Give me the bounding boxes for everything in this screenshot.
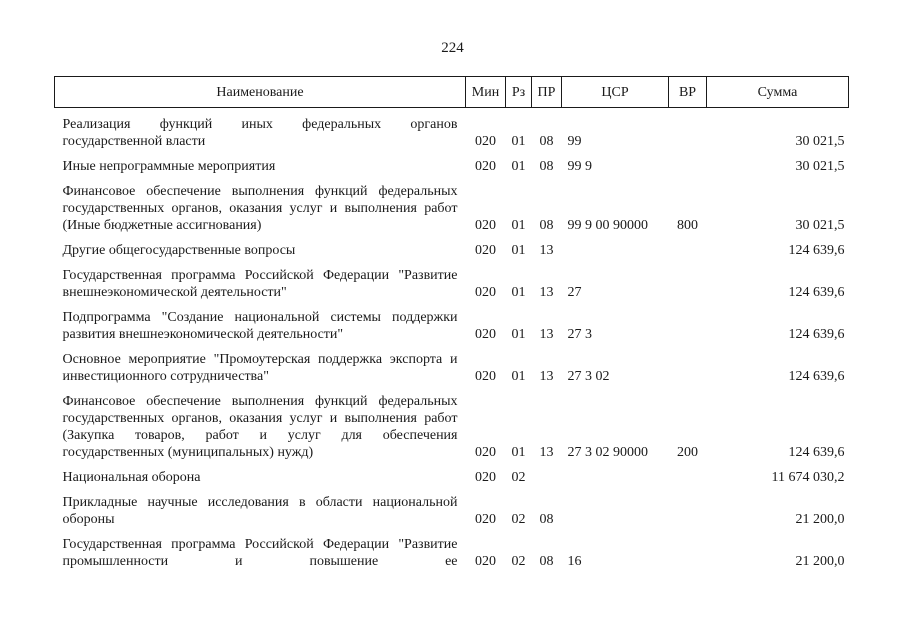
row-name: Иные непрограммные мероприятия	[62, 159, 276, 174]
row-name: Национальная оборона	[62, 470, 201, 485]
row-min: 020	[475, 470, 496, 485]
table-row	[55, 351, 849, 385]
table-row	[55, 393, 849, 461]
header-rz: Рз	[506, 77, 532, 108]
table-row	[55, 309, 849, 343]
row-pr: 08	[539, 159, 554, 174]
row-vr	[669, 536, 707, 570]
row-sum: 124 639,6	[788, 285, 845, 300]
row-sum: 11 674 030,2	[771, 470, 845, 485]
row-csr	[562, 242, 669, 259]
row-rz: 02	[511, 512, 526, 527]
row-csr: 27 3 02 90000	[567, 445, 648, 460]
row-sum: 21 200,0	[795, 554, 845, 569]
row-vr	[669, 158, 707, 175]
table-row	[55, 158, 849, 175]
row-pr: 13	[539, 327, 554, 342]
row-vr: 800	[677, 218, 698, 233]
table-row	[55, 469, 849, 486]
row-name: Основное мероприятие "Промоутерская поддержка экспорта и инвестиционного сотрудничества"	[62, 352, 458, 384]
row-min: 020	[475, 554, 496, 569]
row-csr: 99	[567, 134, 582, 149]
row-min: 020	[475, 445, 496, 460]
row-pr: 13	[539, 369, 554, 384]
row-csr: 27 3 02	[567, 369, 610, 384]
header-min: Мин	[466, 77, 506, 108]
row-sum: 30 021,5	[795, 218, 845, 233]
row-rz: 02	[511, 470, 526, 485]
row-vr	[669, 267, 707, 301]
table-row	[55, 494, 849, 528]
row-min: 020	[475, 327, 496, 342]
row-vr	[669, 469, 707, 486]
row-csr: 27	[567, 285, 582, 300]
table-header-row	[55, 77, 849, 108]
row-name: Государственная программа Российской Федерации "Развитие промышленности и повышение ее	[62, 537, 458, 569]
row-min: 020	[475, 159, 496, 174]
row-csr: 99 9 00 90000	[567, 218, 648, 233]
row-rz: 01	[511, 159, 526, 174]
table-row	[55, 536, 849, 570]
row-csr: 27 3	[567, 327, 592, 342]
row-vr: 200	[677, 445, 698, 460]
header-name: Наименование	[55, 77, 466, 108]
row-rz: 01	[511, 369, 526, 384]
row-name: Реализация функций иных федеральных органов государственной власти	[62, 117, 458, 149]
row-pr: 08	[539, 218, 554, 233]
table-row	[55, 267, 849, 301]
row-name: Финансовое обеспечение выполнения функций федеральных государственных органов, оказания услуг и выполнения работ (Закупка товаров, работ и услуг для обеспечения государственных (муниципальных) нужд)	[62, 394, 458, 460]
row-rz: 01	[511, 445, 526, 460]
row-csr: 99 9	[567, 159, 592, 174]
row-pr	[532, 469, 562, 486]
row-rz: 01	[511, 285, 526, 300]
row-rz: 01	[511, 218, 526, 233]
row-pr: 08	[539, 554, 554, 569]
row-vr	[669, 494, 707, 528]
row-name: Другие общегосударственные вопросы	[62, 243, 296, 258]
row-rz: 01	[511, 327, 526, 342]
header-vr: ВР	[669, 77, 707, 108]
row-min: 020	[475, 134, 496, 149]
table-row	[55, 183, 849, 234]
table-row	[55, 116, 849, 150]
row-vr	[669, 242, 707, 259]
row-rz: 02	[511, 554, 526, 569]
row-vr	[669, 309, 707, 343]
row-min: 020	[475, 512, 496, 527]
row-pr: 08	[539, 512, 554, 527]
row-vr	[669, 351, 707, 385]
row-sum: 30 021,5	[795, 134, 845, 149]
row-rz: 01	[511, 134, 526, 149]
row-pr: 08	[539, 134, 554, 149]
page-number: 224	[441, 40, 464, 56]
table-row	[55, 242, 849, 259]
row-min: 020	[475, 369, 496, 384]
row-csr	[562, 494, 669, 528]
row-sum: 124 639,6	[788, 327, 845, 342]
row-sum: 30 021,5	[795, 159, 845, 174]
row-sum: 124 639,6	[788, 445, 845, 460]
row-min: 020	[475, 218, 496, 233]
header-pr: ПР	[532, 77, 562, 108]
row-sum: 124 639,6	[788, 369, 845, 384]
row-rz: 01	[511, 243, 526, 258]
row-pr: 13	[539, 445, 554, 460]
row-name: Подпрограмма "Создание национальной системы поддержки развития внешнеэкономической деятельности"	[62, 310, 458, 342]
row-vr	[669, 116, 707, 150]
header-sum: Сумма	[707, 77, 849, 108]
row-pr: 13	[539, 243, 554, 258]
row-pr: 13	[539, 285, 554, 300]
row-csr	[562, 469, 669, 486]
budget-table	[54, 76, 849, 570]
row-name: Финансовое обеспечение выполнения функций федеральных государственных органов, оказания услуг и выполнения работ (Иные бюджетные ассигнования)	[62, 184, 458, 233]
row-min: 020	[475, 285, 496, 300]
row-name: Прикладные научные исследования в области национальной обороны	[62, 495, 458, 527]
row-csr: 16	[567, 554, 582, 569]
row-name: Государственная программа Российской Федерации "Развитие внешнеэкономической деятельности"	[62, 268, 458, 300]
row-sum: 21 200,0	[795, 512, 845, 527]
header-csr: ЦСР	[562, 77, 669, 108]
row-sum: 124 639,6	[788, 243, 845, 258]
row-min: 020	[475, 243, 496, 258]
